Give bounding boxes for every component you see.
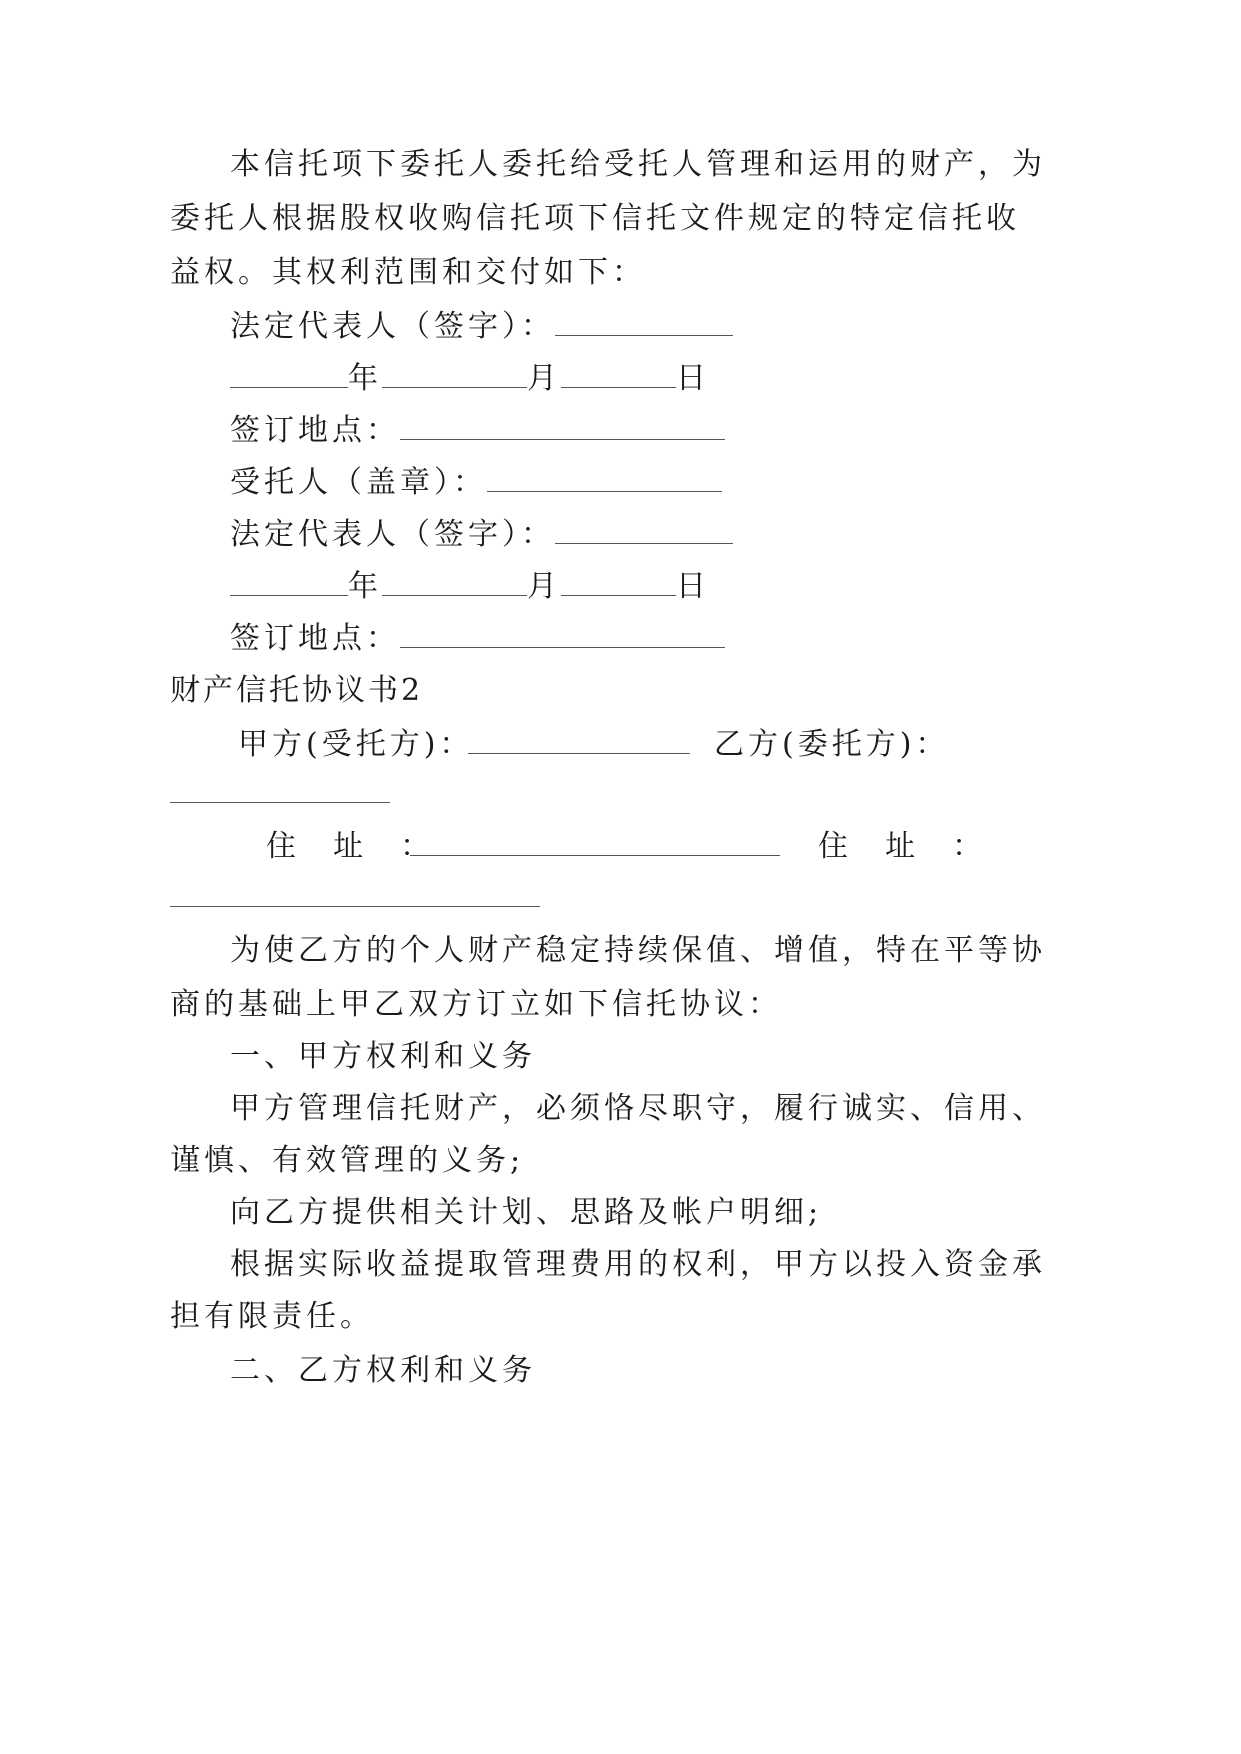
date-line (230, 569, 710, 604)
paragraph-line: 益权。其权利范围和交付如下： (170, 255, 646, 290)
year-blank[interactable] (230, 573, 348, 596)
party-b-blank[interactable] (170, 802, 390, 803)
signing-place-blank[interactable] (400, 417, 725, 440)
trustee-label: 受托人（盖章）： (230, 465, 487, 500)
legal-rep-blank[interactable] (555, 313, 733, 336)
address-b-blank[interactable] (170, 906, 540, 907)
paragraph-line: 谨慎、有效管理的义务; (170, 1143, 525, 1178)
month-label: 月 (527, 569, 561, 604)
paragraph-line: 甲方管理信托财产，必须恪尽职守，履行诚实、信用、 (230, 1091, 1046, 1126)
address-a-blank[interactable] (410, 855, 780, 856)
legal-rep-label: 法定代表人（签字）： (230, 309, 555, 344)
paragraph-line: 委托人根据股权收购信托项下信托文件规定的特定信托收 (170, 201, 1020, 236)
signing-place-label: 签订地点： (230, 413, 400, 448)
legal-rep-signature-line (230, 309, 733, 344)
day-label: 日 (676, 569, 710, 604)
date-line (230, 361, 710, 396)
section-heading: 一、甲方权利和义务 (230, 1039, 536, 1074)
party-b-label: 乙方(委托方)： (714, 727, 950, 762)
day-blank[interactable] (561, 573, 676, 596)
paragraph-line: 担有限责任。 (170, 1299, 374, 1334)
paragraph-line: 向乙方提供相关计划、思路及帐户明细; (230, 1195, 823, 1230)
month-blank[interactable] (382, 365, 527, 388)
signing-place-label: 签订地点： (230, 621, 400, 656)
month-label: 月 (527, 361, 561, 396)
address-b-label: 住 址 ： (818, 829, 989, 864)
party-a-blank[interactable] (468, 753, 690, 754)
year-label: 年 (348, 569, 382, 604)
legal-rep-label: 法定代表人（签字）： (230, 517, 555, 552)
section-heading: 二、乙方权利和义务 (230, 1353, 536, 1388)
paragraph-line: 本信托项下委托人委托给受托人管理和运用的财产，为 (230, 147, 1046, 182)
year-blank[interactable] (230, 365, 348, 388)
legal-rep-blank[interactable] (555, 521, 733, 544)
legal-rep-signature-line (230, 517, 733, 552)
day-blank[interactable] (561, 365, 676, 388)
signing-place-line (230, 413, 725, 448)
trustee-seal-line (230, 465, 722, 500)
trustee-blank[interactable] (487, 469, 722, 492)
signing-place-line (230, 621, 725, 656)
agreement-title: 财产信托协议书2 (170, 673, 424, 708)
address-a-label: 住 址 ： (266, 829, 437, 864)
month-blank[interactable] (382, 573, 527, 596)
intro-line: 商的基础上甲乙双方订立如下信托协议： (170, 987, 782, 1022)
party-a-label: 甲方(受托方)： (238, 727, 474, 762)
day-label: 日 (676, 361, 710, 396)
year-label: 年 (348, 361, 382, 396)
paragraph-line: 根据实际收益提取管理费用的权利，甲方以投入资金承 (230, 1247, 1046, 1282)
intro-line: 为使乙方的个人财产稳定持续保值、增值，特在平等协 (230, 933, 1046, 968)
signing-place-blank[interactable] (400, 625, 725, 648)
